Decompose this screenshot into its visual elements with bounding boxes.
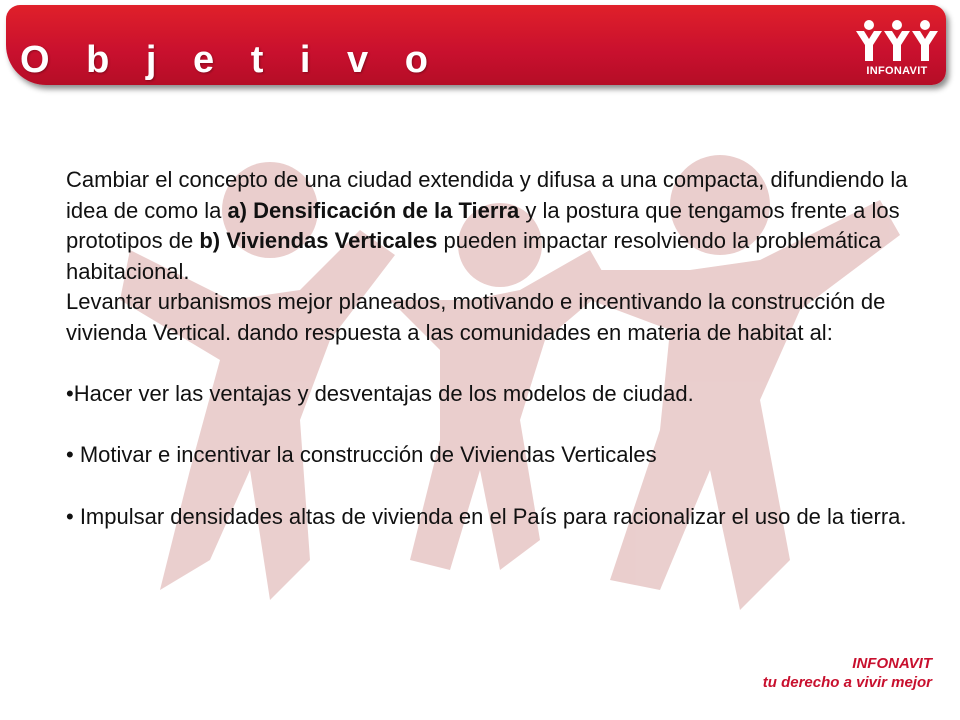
infonavit-logo-icon	[852, 17, 942, 65]
paragraph-urbanismos: Levantar urbanismos mejor planeados, motivando e incentivando la construcción de vivienda Vertical. dando respuesta a las comunidades en materia de habitat al:	[66, 289, 886, 345]
paragraph-objective	[66, 165, 912, 287]
bullet-item-1: •Hacer ver las ventajas y desventajas de los modelos de ciudad.	[66, 381, 694, 407]
infonavit-logo	[852, 17, 942, 83]
footer	[763, 654, 932, 692]
p1-text-2: y la postura que tengamos frente a los prototipos de	[66, 197, 900, 254]
footer-brand: INFONAVIT	[852, 655, 932, 672]
page-title: O b j e t i v o	[20, 39, 441, 81]
title-bar	[6, 5, 946, 85]
bullet-item-3: • Impulsar densidades altas de vivienda en el País para racionalizar el uso de la tierra.	[66, 503, 907, 529]
bullet-item-2: • Motivar e incentivar la construcción de Viviendas Verticales	[66, 442, 657, 468]
p1-text-1: Cambiar el concepto de una ciudad extendida y difusa a una compacta, difundiendo la idea de como la	[66, 167, 908, 223]
footer-slogan: tu derecho a vivir mejor	[762, 674, 932, 691]
body-content	[66, 165, 912, 532]
p1-bold-densificacion: a) Densificación de la Tierra	[227, 197, 520, 223]
p1-bold-viviendas: b) Viviendas Verticales	[199, 228, 438, 254]
p1-text-3: pueden impactar resolviendo la problemática habitacional.	[66, 228, 882, 284]
logo-text: INFONAVIT	[866, 65, 928, 77]
